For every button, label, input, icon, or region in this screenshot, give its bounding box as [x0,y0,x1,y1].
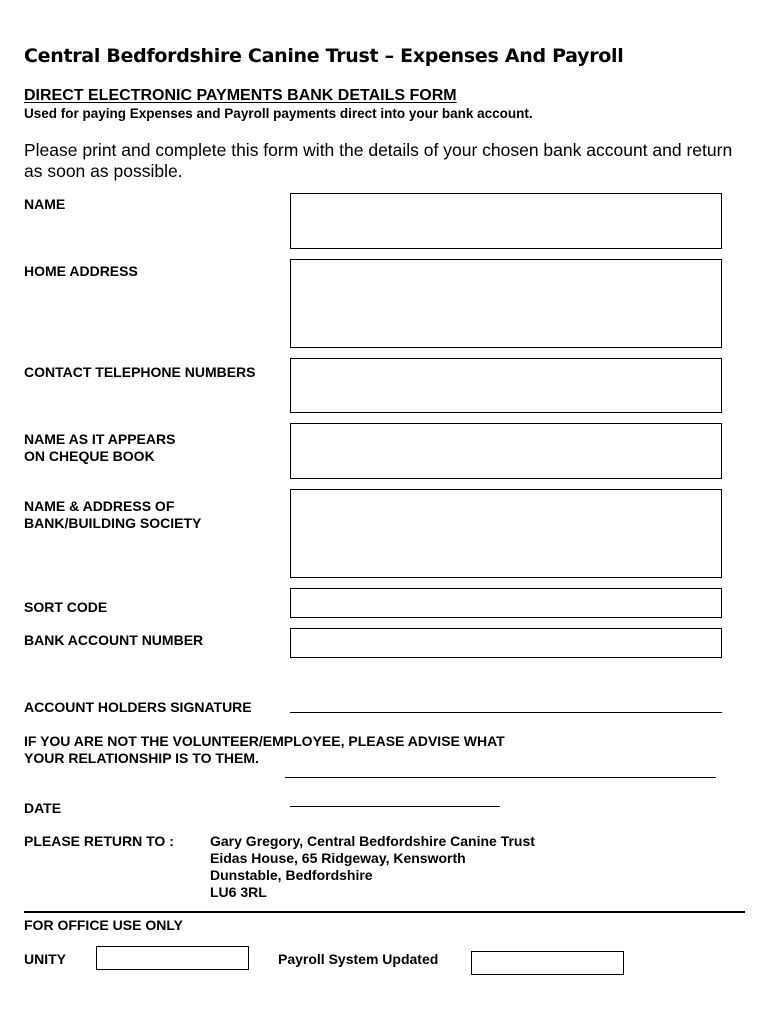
date-line[interactable] [290,806,500,807]
return-address-line: Gary Gregory, Central Bedfordshire Canine Trust [210,833,535,849]
name-field[interactable] [290,193,722,249]
home-address-field[interactable] [290,259,722,348]
unity-label: UNITY [24,951,66,967]
return-address [210,833,535,901]
payroll-updated-field[interactable] [471,951,624,975]
page-title: Central Bedfordshire Canine Trust – Expenses And Payroll [24,45,624,67]
return-address-line: LU6 3RL [210,884,267,900]
cheque-name-field[interactable] [290,423,722,479]
bank-name-address-field[interactable] [290,489,722,578]
form-subheading: Used for paying Expenses and Payroll payments direct into your bank account. [24,106,533,121]
return-address-line: Dunstable, Bedfordshire [210,867,373,883]
contact-telephone-label: CONTACT TELEPHONE NUMBERS [24,364,256,380]
sort-code-label: SORT CODE [24,599,108,615]
intro-text: Please print and complete this form with the details of your chosen bank account and return as soon as possible. [24,140,733,181]
return-to-label: PLEASE RETURN TO : [24,833,174,849]
home-address-label: HOME ADDRESS [24,263,138,279]
name-label: NAME [24,196,66,212]
relationship-label: IF YOU ARE NOT THE VOLUNTEER/EMPLOYEE, PLEASE ADVISE WHAT YOUR RELATIONSHIP IS TO THEM. [24,733,505,766]
cheque-name-label: NAME AS IT APPEARS ON CHEQUE BOOK [24,431,176,464]
section-divider [24,911,745,913]
contact-telephone-field[interactable] [290,358,722,413]
account-number-label: BANK ACCOUNT NUMBER [24,632,204,648]
sort-code-field[interactable] [290,588,722,618]
unity-field[interactable] [96,946,249,970]
signature-line[interactable] [290,712,722,713]
return-address-line: Eidas House, 65 Ridgeway, Kensworth [210,850,466,866]
office-use-heading: FOR OFFICE USE ONLY [24,917,183,933]
account-number-field[interactable] [290,628,722,658]
form-heading: DIRECT ELECTRONIC PAYMENTS BANK DETAILS FORM [24,87,457,104]
bank-name-address-label: NAME & ADDRESS OF BANK/BUILDING SOCIETY [24,498,202,531]
payroll-updated-label: Payroll System Updated [278,951,439,967]
signature-label: ACCOUNT HOLDERS SIGNATURE [24,699,252,715]
relationship-line[interactable] [285,777,716,778]
date-label: DATE [24,800,62,816]
